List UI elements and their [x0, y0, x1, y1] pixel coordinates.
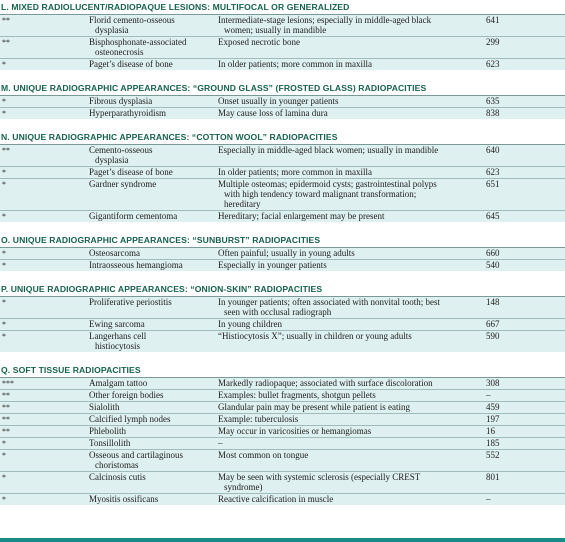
page-number: 590	[486, 331, 500, 341]
entity-description	[218, 414, 480, 425]
entity-name-line: Florid cemento-osseous	[89, 15, 175, 25]
section-gap	[0, 222, 565, 233]
entity-name-line: dysplasia	[95, 155, 129, 165]
entity-name-line: Ewing sarcoma	[89, 319, 145, 329]
frequency-stars: *	[2, 298, 6, 307]
table-row	[0, 37, 565, 59]
description-line: Hereditary; facial enlargement may be present	[218, 211, 385, 221]
frequency-stars: *	[2, 495, 6, 504]
entity-name	[89, 167, 218, 178]
entity-name-line: Gigantiform cementoma	[89, 211, 178, 221]
page-number: –	[486, 390, 491, 400]
frequency-stars: **	[2, 403, 10, 412]
entity-name	[89, 145, 218, 166]
entity-name-line: Langerhans cell	[89, 331, 147, 341]
entity-name	[89, 96, 218, 107]
description-line: Most common on tongue	[218, 450, 309, 460]
entity-name-line: Myositis ossificans	[89, 494, 159, 504]
entity-name	[89, 414, 218, 425]
page-number: 299	[486, 37, 500, 47]
entity-name	[89, 108, 218, 119]
description-line: In older patients; more common in maxilla	[218, 167, 372, 177]
frequency-stars: *	[2, 249, 6, 258]
entity-name-line: Paget’s disease of bone	[89, 59, 173, 69]
entity-name	[89, 297, 218, 318]
entity-description	[218, 15, 480, 36]
section-body	[0, 144, 565, 222]
description-line: In younger patients; often associated with nonvital tooth; best	[218, 297, 440, 307]
table-row	[0, 414, 565, 426]
table-row	[0, 378, 565, 390]
table-row	[0, 15, 565, 37]
section-header: N. UNIQUE RADIOGRAPHIC APPEARANCES: “COTTON WOOL” RADIOPACITIES	[1, 132, 338, 142]
table-row	[0, 179, 565, 211]
entity-name-line: Hyperparathyroidism	[89, 108, 166, 118]
entity-name-line: Phlebolith	[89, 426, 127, 436]
description-line: women; usually in mandible	[224, 25, 327, 35]
entity-name-line: Bisphosphonate-associated	[89, 37, 187, 47]
description-line: Examples: bullet fragments, shotgun pellets	[218, 390, 376, 400]
entity-description	[218, 402, 480, 413]
entity-name-line: Fibrous dysplasia	[89, 96, 153, 106]
table-row	[0, 145, 565, 167]
page-number: 651	[486, 179, 500, 189]
description-line: seen with occlusal radiograph	[224, 307, 332, 317]
description-line: Especially in middle-aged black women; usually in mandible	[218, 145, 439, 155]
entity-description	[218, 179, 480, 210]
frequency-stars: **	[2, 38, 10, 47]
entity-description	[218, 167, 480, 178]
table-row	[0, 390, 565, 402]
table-row	[0, 472, 565, 494]
description-line: Glandular pain may be present while patient is eating	[218, 402, 410, 412]
table-row	[0, 260, 565, 271]
frequency-stars: *	[2, 451, 6, 460]
frequency-stars: *	[2, 439, 6, 448]
entity-name-line: dysplasia	[95, 25, 129, 35]
description-line: “Histiocytosis X”; usually in children or young adults	[218, 331, 412, 341]
page-number: 645	[486, 211, 500, 221]
entity-description	[218, 248, 480, 259]
description-line: Reactive calcification in muscle	[218, 494, 334, 504]
frequency-stars: ***	[2, 379, 14, 388]
page-number: 16	[486, 426, 495, 436]
section-gap	[0, 271, 565, 282]
section-gap	[0, 119, 565, 130]
frequency-stars: *	[2, 261, 6, 270]
entity-name	[89, 248, 218, 259]
page-number: 540	[486, 260, 500, 270]
entity-description	[218, 426, 480, 437]
entity-name-line: osteonecrosis	[95, 47, 144, 57]
entity-name-line: Proliferative periostitis	[89, 297, 172, 307]
entity-name-line: Osseous and cartilaginous	[89, 450, 183, 460]
table-row	[0, 211, 565, 222]
frequency-stars: *	[2, 212, 6, 221]
entity-name	[89, 260, 218, 271]
entity-name-line: Calcinosis cutis	[89, 472, 146, 482]
entity-name-line: Sialolith	[89, 402, 120, 412]
table-row	[0, 59, 565, 70]
description-line: Multiple osteomas; epidermoid cysts; gastrointestinal polyps	[218, 179, 437, 189]
entity-description	[218, 297, 480, 318]
entity-description	[218, 378, 480, 389]
description-line: with high tendency toward malignant transformation;	[224, 189, 417, 199]
frequency-stars: *	[2, 97, 6, 106]
entity-description	[218, 494, 480, 505]
entity-name-line: Amalgam tattoo	[89, 378, 148, 388]
frequency-stars: *	[2, 109, 6, 118]
section-gap	[0, 352, 565, 363]
frequency-stars: *	[2, 180, 6, 189]
page-number: 635	[486, 96, 500, 106]
entity-name	[89, 211, 218, 222]
section-header: O. UNIQUE RADIOGRAPHIC APPEARANCES: “SUNBURST” RADIOPACITIES	[1, 235, 321, 245]
section-body	[0, 296, 565, 352]
entity-name-line: Cemento-osseous	[89, 145, 153, 155]
table-row	[0, 494, 565, 505]
description-line: Markedly radiopaque; associated with surface discoloration	[218, 378, 433, 388]
page-number: 641	[486, 15, 500, 25]
entity-name	[89, 426, 218, 437]
table-row	[0, 450, 565, 472]
page-number: 308	[486, 378, 500, 388]
frequency-stars: *	[2, 332, 6, 341]
page-number: 801	[486, 472, 500, 482]
description-line: Often painful; usually in young adults	[218, 248, 355, 258]
table-row	[0, 319, 565, 331]
table-row	[0, 331, 565, 352]
entity-name	[89, 390, 218, 401]
page-number: 640	[486, 145, 500, 155]
page-number: 148	[486, 297, 500, 307]
page-number: 197	[486, 414, 500, 424]
entity-description	[218, 390, 480, 401]
table-row	[0, 248, 565, 260]
entity-name	[89, 494, 218, 505]
table-row	[0, 96, 565, 108]
entity-description	[218, 37, 480, 58]
entity-name	[89, 179, 218, 210]
description-line: In young children	[218, 319, 282, 329]
entity-description	[218, 450, 480, 471]
description-line: syndrome)	[224, 482, 263, 492]
entity-description	[218, 96, 480, 107]
entity-name	[89, 378, 218, 389]
page-number: –	[486, 494, 491, 504]
entity-description	[218, 108, 480, 119]
entity-description	[218, 438, 480, 449]
entity-description	[218, 211, 480, 222]
description-line: Example: tuberculosis	[218, 414, 299, 424]
page-number: 623	[486, 59, 500, 69]
section-gap	[0, 70, 565, 81]
entity-name-line: Intraosseous hemangioma	[89, 260, 183, 270]
bottom-rule	[0, 538, 565, 542]
entity-name-line: choristomas	[95, 460, 139, 470]
table-row	[0, 108, 565, 119]
description-line: Intermediate-stage lesions; especially in middle-aged black	[218, 15, 432, 25]
frequency-stars: **	[2, 16, 10, 25]
page-number: 667	[486, 319, 500, 329]
page-number: 660	[486, 248, 500, 258]
frequency-stars: *	[2, 60, 6, 69]
entity-name	[89, 438, 218, 449]
frequency-stars: *	[2, 473, 6, 482]
entity-name-line: Other foreign bodies	[89, 390, 164, 400]
table-row	[0, 402, 565, 414]
frequency-stars: *	[2, 320, 6, 329]
page-number: 838	[486, 108, 500, 118]
section-body	[0, 247, 565, 271]
entity-name	[89, 15, 218, 36]
page-number: 185	[486, 438, 500, 448]
description-line: Exposed necrotic bone	[218, 37, 300, 47]
description-line: May occur in varicosities or hemangiomas	[218, 426, 372, 436]
table-row	[0, 426, 565, 438]
entity-name	[89, 59, 218, 70]
description-line: Onset usually in younger patients	[218, 96, 339, 106]
entity-name-line: Tonsillolith	[89, 438, 131, 448]
frequency-stars: **	[2, 427, 10, 436]
description-line: hereditary	[224, 199, 261, 209]
page-number: 552	[486, 450, 500, 460]
entity-description	[218, 59, 480, 70]
page-number: 623	[486, 167, 500, 177]
section-body	[0, 14, 565, 70]
table-row	[0, 438, 565, 450]
section-header: P. UNIQUE RADIOGRAPHIC APPEARANCES: “ONION-SKIN” RADIOPACITIES	[1, 284, 323, 294]
section-body	[0, 95, 565, 119]
entity-name-line: Osteosarcoma	[89, 248, 140, 258]
entity-description	[218, 331, 480, 352]
description-line: –	[218, 438, 223, 448]
entity-name	[89, 472, 218, 493]
entity-name	[89, 450, 218, 471]
entity-name-line: Gardner syndrome	[89, 179, 157, 189]
table-row	[0, 167, 565, 179]
table-row	[0, 297, 565, 319]
section-header: M. UNIQUE RADIOGRAPHIC APPEARANCES: “GROUND GLASS” (FROSTED GLASS) RADIOPACITIES	[1, 83, 427, 93]
entity-name	[89, 37, 218, 58]
section-body	[0, 377, 565, 505]
frequency-stars: *	[2, 168, 6, 177]
entity-name-line: Paget’s disease of bone	[89, 167, 173, 177]
entity-description	[218, 472, 480, 493]
entity-description	[218, 319, 480, 330]
description-line: May be seen with systemic sclerosis (especially CREST	[218, 472, 421, 482]
description-line: Especially in younger patients	[218, 260, 327, 270]
frequency-stars: **	[2, 415, 10, 424]
page-number: 459	[486, 402, 500, 412]
entity-name	[89, 402, 218, 413]
description-line: May cause loss of lamina dura	[218, 108, 328, 118]
frequency-stars: **	[2, 391, 10, 400]
frequency-stars: **	[2, 146, 10, 155]
entity-name-line: Calcified lymph nodes	[89, 414, 171, 424]
description-line: In older patients; more common in maxilla	[218, 59, 372, 69]
entity-description	[218, 260, 480, 271]
entity-name	[89, 319, 218, 330]
entity-name-line: histiocytosis	[95, 341, 141, 351]
section-header: Q. SOFT TISSUE RADIOPACITIES	[1, 365, 141, 375]
section-header: L. MIXED RADIOLUCENT/RADIOPAQUE LESIONS: MULTIFOCAL OR GENERALIZED	[1, 2, 350, 12]
entity-name	[89, 331, 218, 352]
entity-description	[218, 145, 480, 166]
